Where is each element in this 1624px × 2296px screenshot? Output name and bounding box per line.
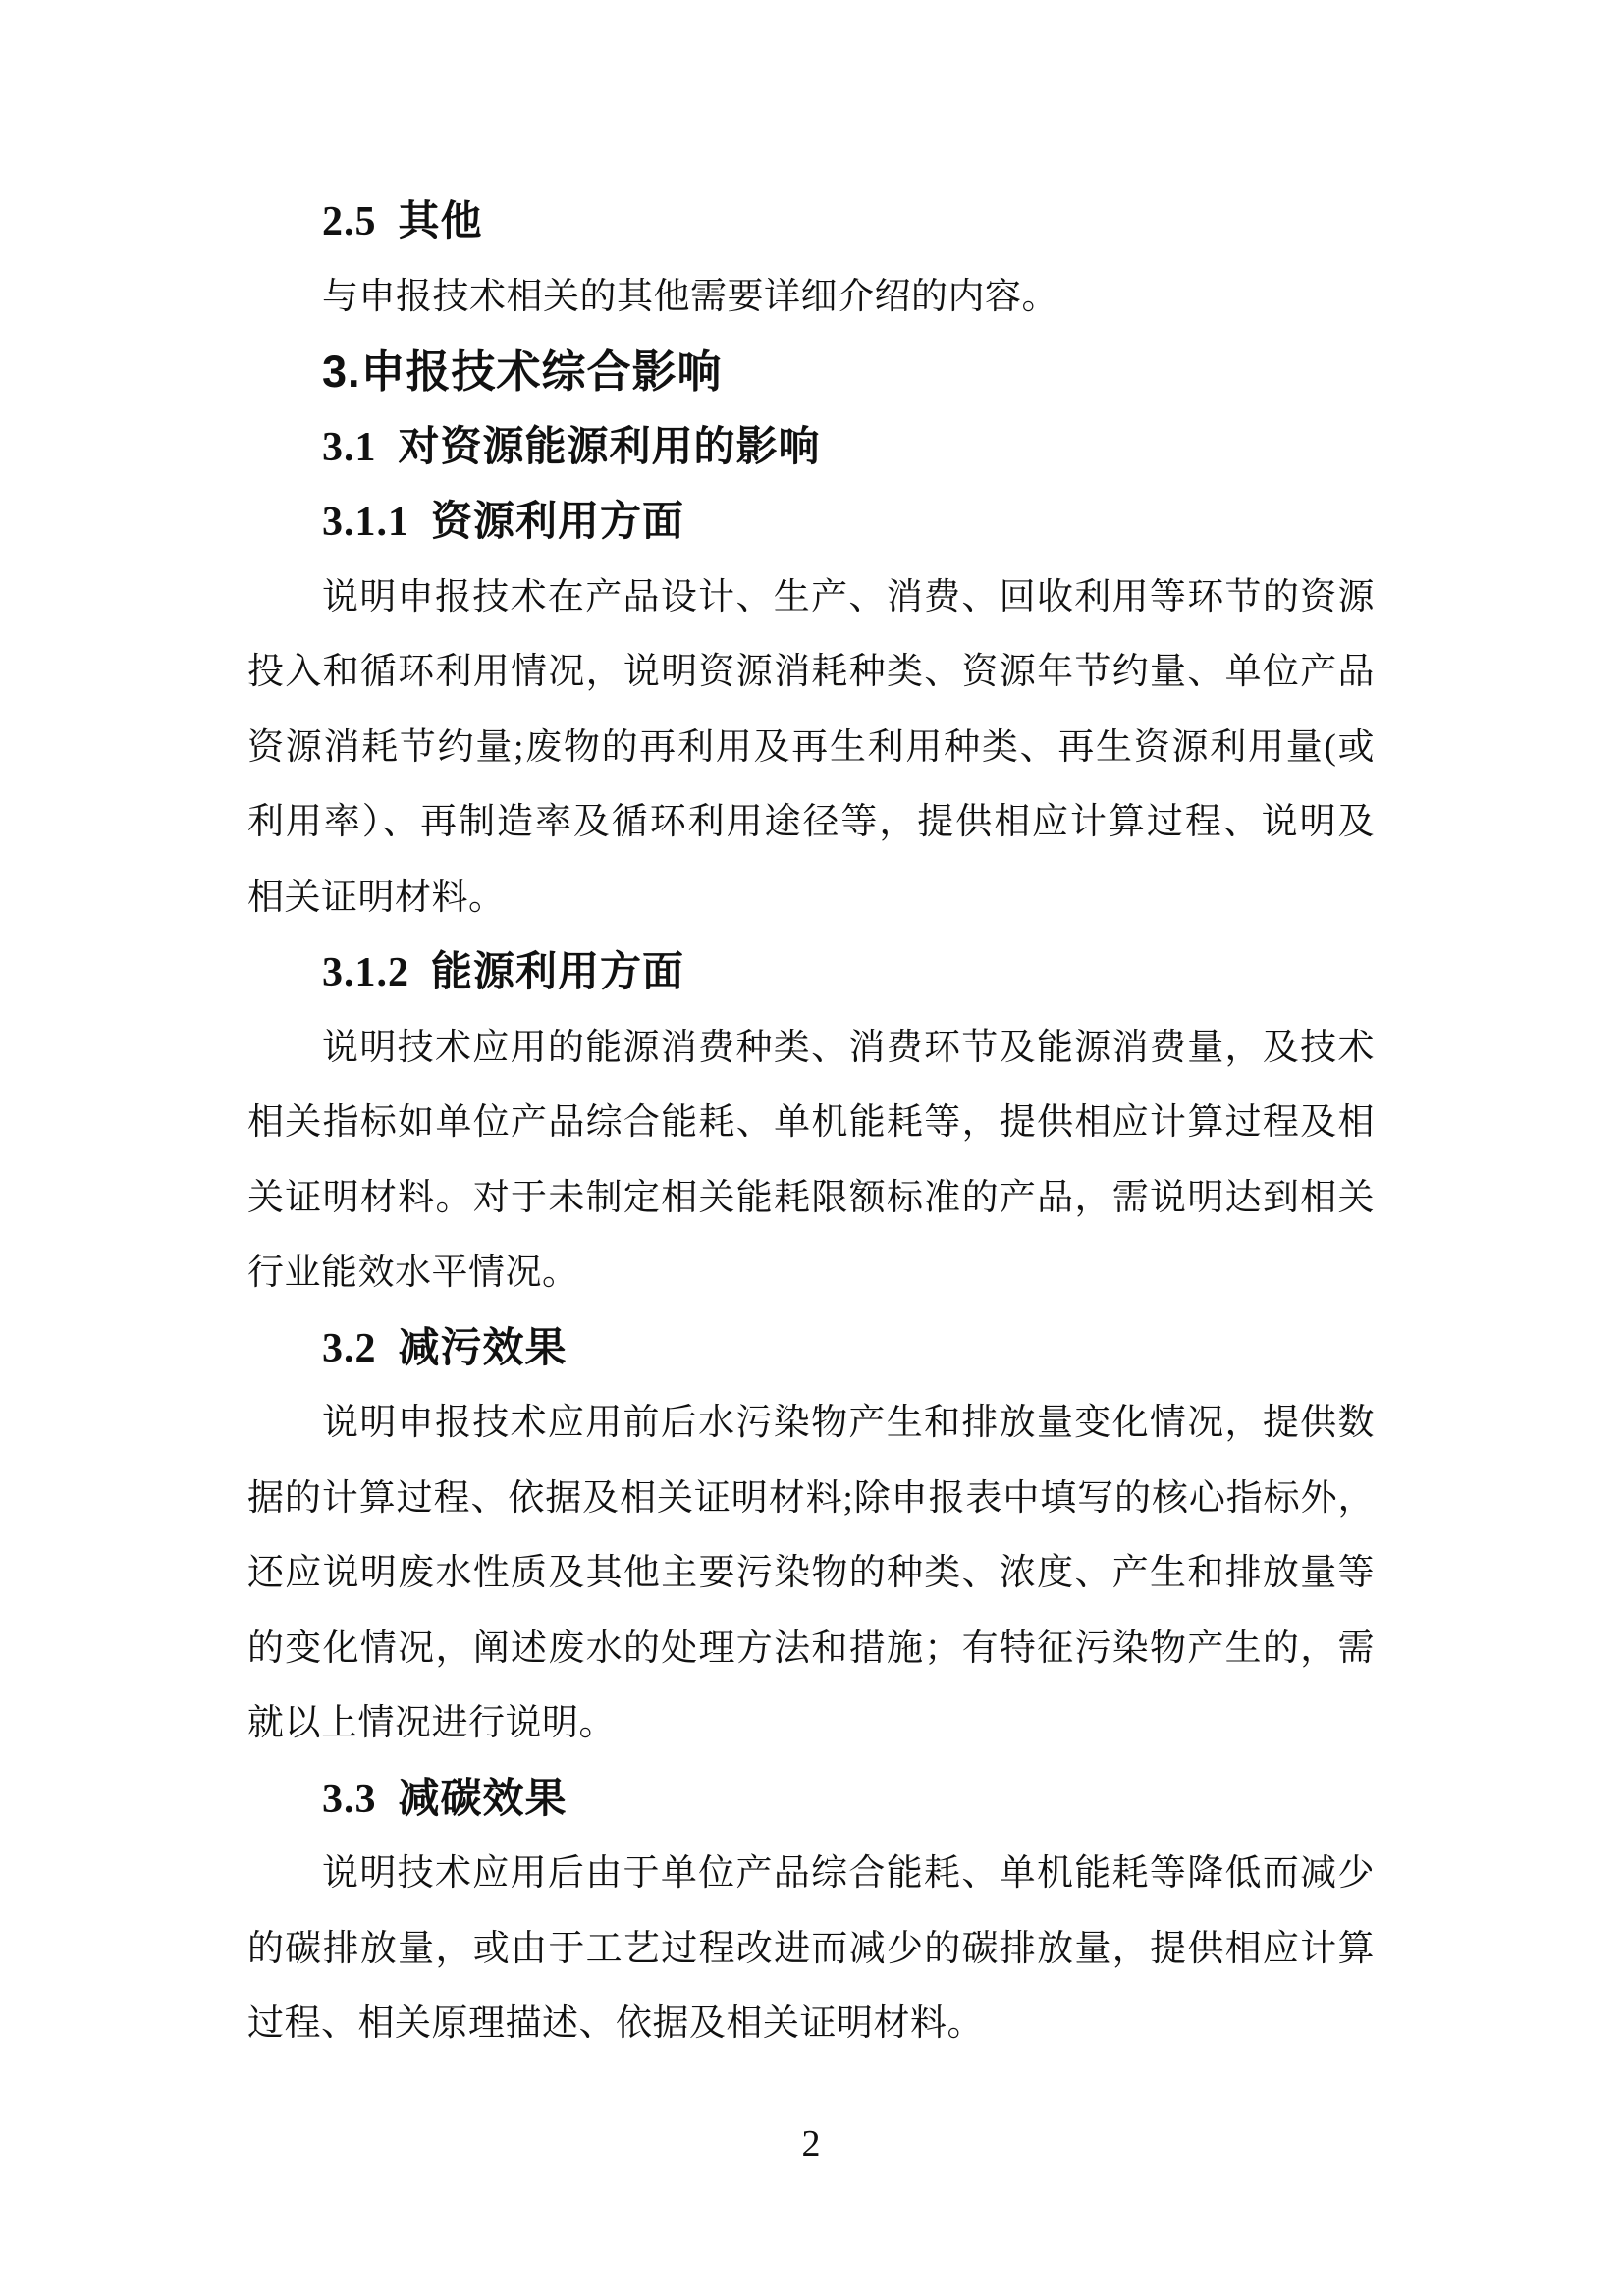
heading-3-3-carbon-reduction: 3.3 减碳效果	[322, 1776, 568, 1822]
paragraph-line: 的变化情况，阐述废水的处理方法和措施；有特征污染物产生的，需	[247, 1628, 1375, 1669]
heading-3-overall-impact: 3.申报技术综合影响	[322, 347, 723, 397]
paragraph-line: 相关指标如单位产品综合能耗、单机能耗等，提供相应计算过程及相	[247, 1102, 1375, 1143]
heading-2-5-other: 2.5 其他	[322, 199, 483, 244]
paragraph-line: 行业能效水平情况。	[247, 1253, 579, 1293]
paragraph-line: 就以上情况进行说明。	[247, 1703, 616, 1743]
paragraph-line: 相关证明材料。	[247, 877, 506, 918]
heading-3-1-resource-energy: 3.1 对资源能源利用的影响	[322, 424, 821, 470]
paragraph-line: 与申报技术相关的其他需要详细介绍的内容。	[322, 276, 1058, 317]
paragraph-line: 说明申报技术应用前后水污染物产生和排放量变化情况，提供数	[322, 1403, 1375, 1443]
paragraph-line: 说明技术应用后由于单位产品综合能耗、单机能耗等降低而减少	[322, 1853, 1375, 1894]
paragraph-line: 利用率）、再制造率及循环利用途径等，提供相应计算过程、说明及	[247, 802, 1375, 842]
paragraph-line: 过程、相关原理描述、依据及相关证明材料。	[247, 2003, 984, 2044]
paragraph-line: 说明申报技术在产品设计、生产、消费、回收利用等环节的资源	[322, 576, 1375, 617]
heading-3-1-1-resource-use: 3.1.1 资源利用方面	[322, 500, 685, 545]
paragraph-line: 的碳排放量，或由于工艺过程改进而减少的碳排放量，提供相应计算	[247, 1928, 1375, 1969]
paragraph-line: 投入和循环利用情况，说明资源消耗种类、资源年节约量、单位产品	[247, 652, 1375, 692]
paragraph-line: 据的计算过程、依据及相关证明材料;除申报表中填写的核心指标外，	[247, 1477, 1375, 1519]
heading-3-2-pollution-reduction: 3.2 减污效果	[322, 1325, 568, 1371]
document-body	[247, 185, 1375, 2062]
paragraph-line: 还应说明废水性质及其他主要污染物的种类、浓度、产生和排放量等	[247, 1553, 1375, 1593]
paragraph-line: 关证明材料。对于未制定相关能耗限额标准的产品，需说明达到相关	[247, 1177, 1375, 1218]
paragraph-line: 资源消耗节约量;废物的再利用及再生利用种类、再生资源利用量(或	[247, 726, 1375, 768]
heading-3-1-2-energy-use: 3.1.2 能源利用方面	[322, 950, 685, 995]
paragraph-line: 说明技术应用的能源消费种类、消费环节及能源消费量，及技术	[322, 1027, 1375, 1068]
page-number: 2	[801, 2123, 821, 2164]
